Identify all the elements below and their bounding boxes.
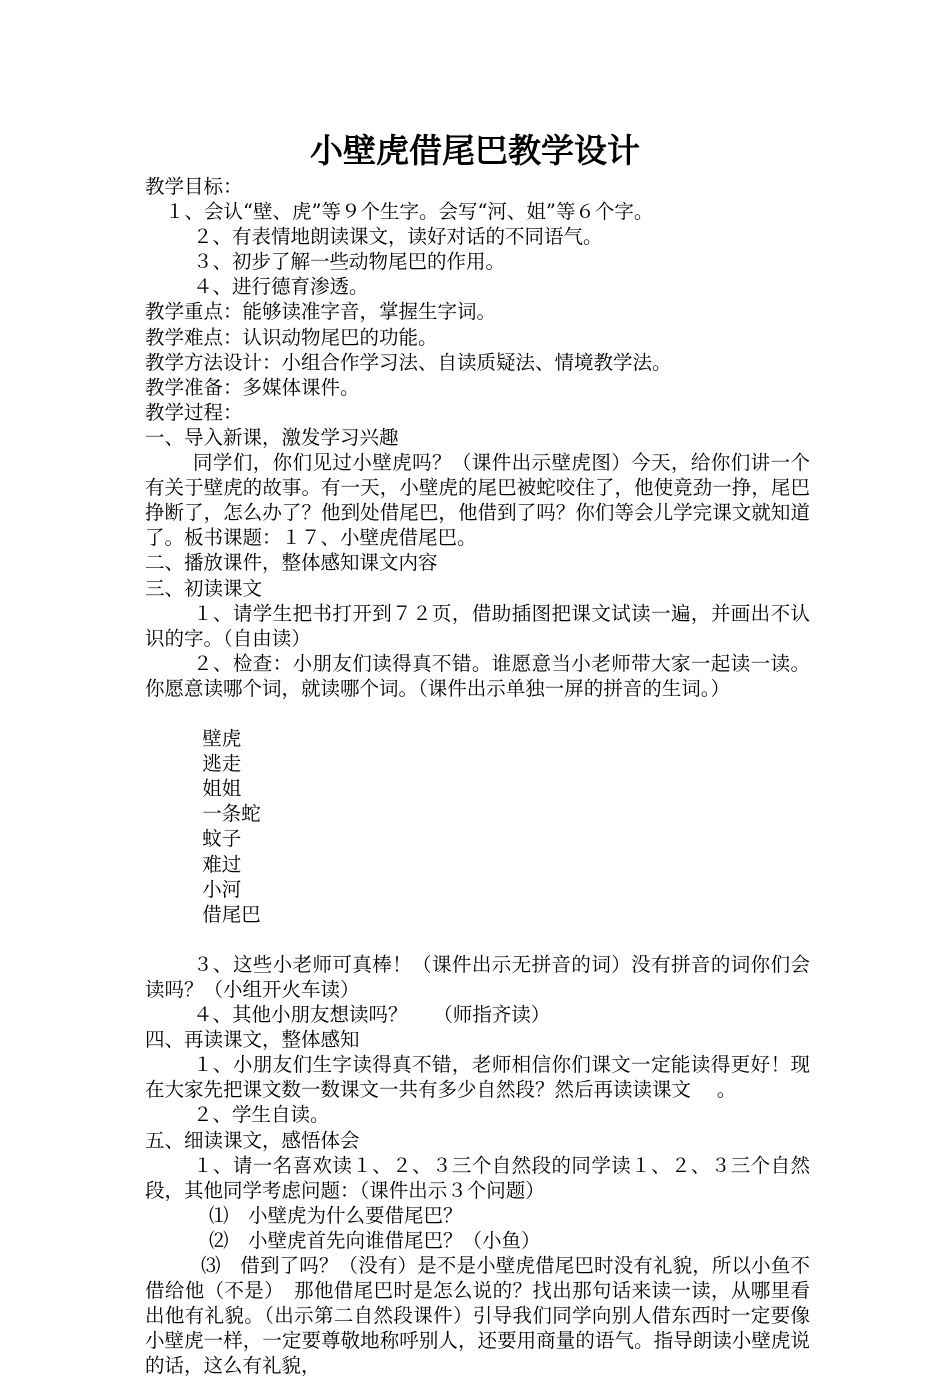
vocab-word-list [145,701,810,952]
goal-3: ３、初步了解一些动物尾巴的作用。 [193,250,506,274]
question-2: ⑵ 小壁虎首先向谁借尾巴？（小鱼） [209,1228,541,1252]
section-3-title: 三、初读课文 [145,576,263,600]
goal-4: ４、进行德育渗透。 [193,275,369,299]
section-5-step-1: １、请一名喜欢读１、２、３三个自然段的同学读１、２、３三个自然段，其他同学考虑问题：（课件出示３个问题） [145,1153,810,1202]
section-4-step-1: １、小朋友们生字读得真不错，老师相信你们课文一定能读得更好！现在大家先把课文数一数课文一共有多少自然段？然后再读读课文 。 [145,1053,810,1102]
section-3-step-3: ３、这些小老师可真棒！（课件出示无拼音的词）没有拼音的词你们会读吗？（小组开火车读） [145,952,810,1001]
process-label: 教学过程： [145,400,243,424]
section-4-title: 四、再读课文，整体感知 [145,1028,360,1052]
vocab-word: 借尾巴 [202,902,261,926]
teaching-focus: 教学重点：能够读准字音，掌握生字词。 [145,300,497,324]
vocab-word: 蚊子 [202,827,242,851]
document-body [145,174,810,1379]
teaching-prep: 教学准备：多媒体课件。 [145,375,360,399]
section-4-step-2: ２、学生自读。 [193,1103,330,1127]
vocab-word: 难过 [202,852,242,876]
teaching-method: 教学方法设计：小组合作学习法、自读质疑法、情境教学法。 [145,350,672,374]
section-1-title: 一、导入新课，激发学习兴趣 [145,425,399,449]
teaching-difficulty: 教学难点：认识动物尾巴的功能。 [145,325,438,349]
section-5-title: 五、细读课文，感悟体会 [145,1128,360,1152]
section-3-step-1: １、请学生把书打开到７２页，借助插图把课文试读一遍，并画出不认识的字。（自由读） [145,601,810,650]
vocab-word: 一条蛇 [202,802,261,826]
goal-2: ２、有表情地朗读课文，读好对话的不同语气。 [193,225,603,249]
section-1-paragraph: 同学们，你们见过小壁虎吗？（课件出示壁虎图）今天，给你们讲一个有关于壁虎的故事。有一天，小壁虎的尾巴被蛇咬住了，他使竟劲一挣，尾巴挣断了，怎么办了？他到处借尾巴，他借到了吗？你们等会儿学完课文就知道了。板书课题：１７、小壁虎借尾巴。 [145,451,810,550]
vocab-word: 逃走 [202,752,242,776]
section-3-step-4: ４、其他小朋友想读吗？ （师指齐读） [193,1003,551,1027]
vocab-word: 姐姐 [202,777,242,801]
goals-label: 教学目标： [145,175,243,198]
vocab-word: 小河 [202,877,242,901]
goal-1: １、会认“壁、虎”等９个生字。会写“河、姐”等６个字。 [165,200,654,224]
page-title: 小壁虎借尾巴教学设计 [310,131,640,170]
section-2-title: 二、播放课件，整体感知课文内容 [145,551,438,575]
question-1: ⑴ 小壁虎为什么要借尾巴？ [209,1203,463,1227]
vocab-word: 壁虎 [202,727,242,751]
section-3-step-2: ２、检查：小朋友们读得真不错。谁愿意当小老师带大家一起读一读。你愿意读哪个词，就读哪个词。（课件出示单独一屏的拼音的生词。） [145,651,810,700]
question-3: ⑶ 借到了吗？（没有）是不是小壁虎借尾巴时没有礼貌，所以小鱼不借给他（不是） 那他借尾巴时是怎么说的？找出那句话来读一读，从哪里看出他有礼貌。（出示第二自然段课件）引导我们同学向别人借东西时一定要像小壁虎一样，一定要尊敬地称呼别人，还要用商量的语气。指导朗读小壁虎说的话，这么有礼貌， [145,1254,810,1378]
